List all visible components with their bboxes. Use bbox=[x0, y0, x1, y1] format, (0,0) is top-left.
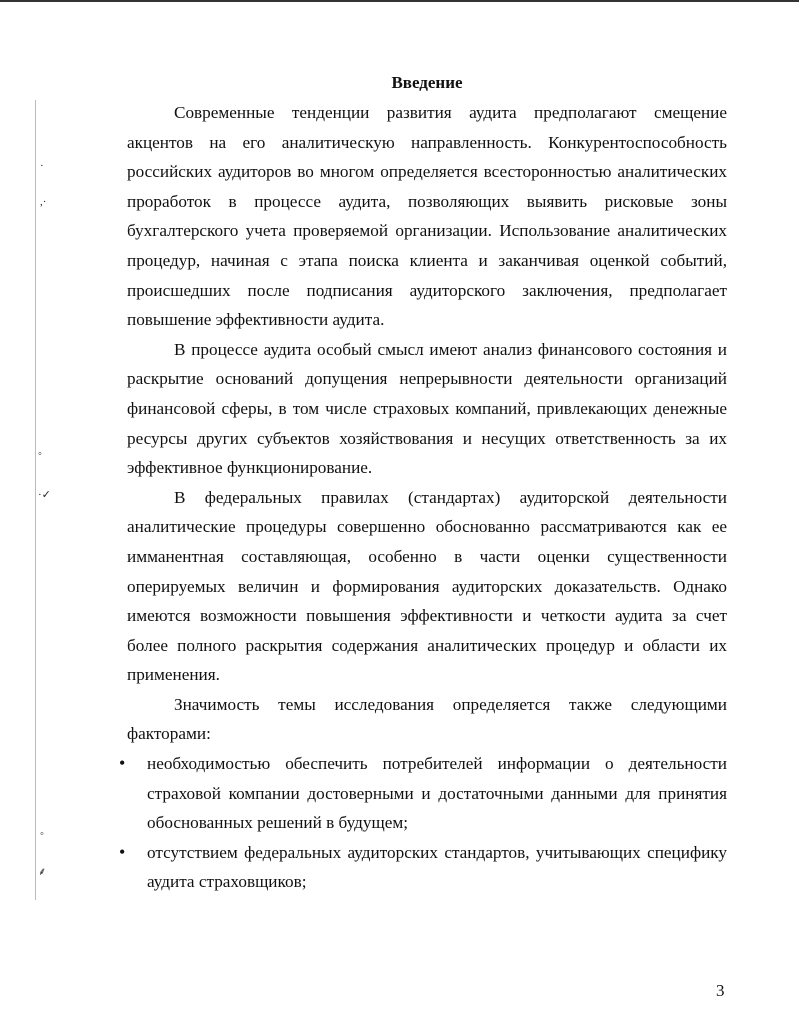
page-title: Введение bbox=[391, 73, 463, 92]
paragraph: Значимость темы исследования определяется также следующими факторами: bbox=[127, 694, 727, 744]
scan-margin-mark: ◦ bbox=[38, 448, 42, 460]
paragraph: В федеральных правилах (стандартах) аудиторской деятельности аналитические процедуры совершенно обоснованно рассматриваются как ее имманентная составляющая, особенно в части оценки существенности оперируемых величин и формирования аудиторских доказательств. Однако имеются возможности повышения эффективности и четкости аудита за счет более полного раскрытия содержания аналитических процедур и области их применения. bbox=[127, 487, 727, 685]
paragraph: Современные тенденции развития аудита предполагают смещение акцентов на его аналитическую направленность. Конкурентоспособность российских аудиторов во многом определяется всесторонностью аналитических проработок в процессе аудита, позволяющих выявить рисковые зоны бухгалтерского учета проверяемой организации. Использование аналитических процедур, начиная с этапа поиска клиента и заканчивая оценкой событий, происшедших после подписания аудиторского заключения, предполагает повышение эффективности аудита. bbox=[127, 103, 727, 330]
bullet-list bbox=[119, 749, 727, 897]
scan-top-edge bbox=[0, 0, 799, 2]
scan-margin-mark: · bbox=[40, 160, 44, 172]
scan-margin-mark: ,· bbox=[40, 196, 47, 208]
document-body bbox=[127, 68, 727, 897]
scan-margin-mark: ·✓ bbox=[38, 489, 51, 501]
bullet-item: • отсутствием федеральных аудиторских стандартов, учитывающих специфику аудита страховщиков; bbox=[119, 838, 727, 897]
bullet-item: • необходимостью обеспечить потребителей информации о деятельности страховой компании достоверными и достаточными данными для принятия обоснованных решений в будущем; bbox=[119, 749, 727, 838]
scan-margin-mark: ◦ bbox=[40, 828, 44, 840]
scan-left-margin-line bbox=[35, 100, 36, 900]
scan-margin-mark: ⸙ bbox=[38, 866, 47, 878]
page-number: 3 bbox=[716, 981, 725, 1000]
paragraph: В процессе аудита особый смысл имеют анализ финансового состояния и раскрытие оснований допущения непрерывности деятельности организаций финансовой сферы, в том числе страховых компаний, привлекающих денежные ресурсы других субъектов хозяйствования и несущих ответственность за их эффективное функционирование. bbox=[127, 339, 727, 478]
